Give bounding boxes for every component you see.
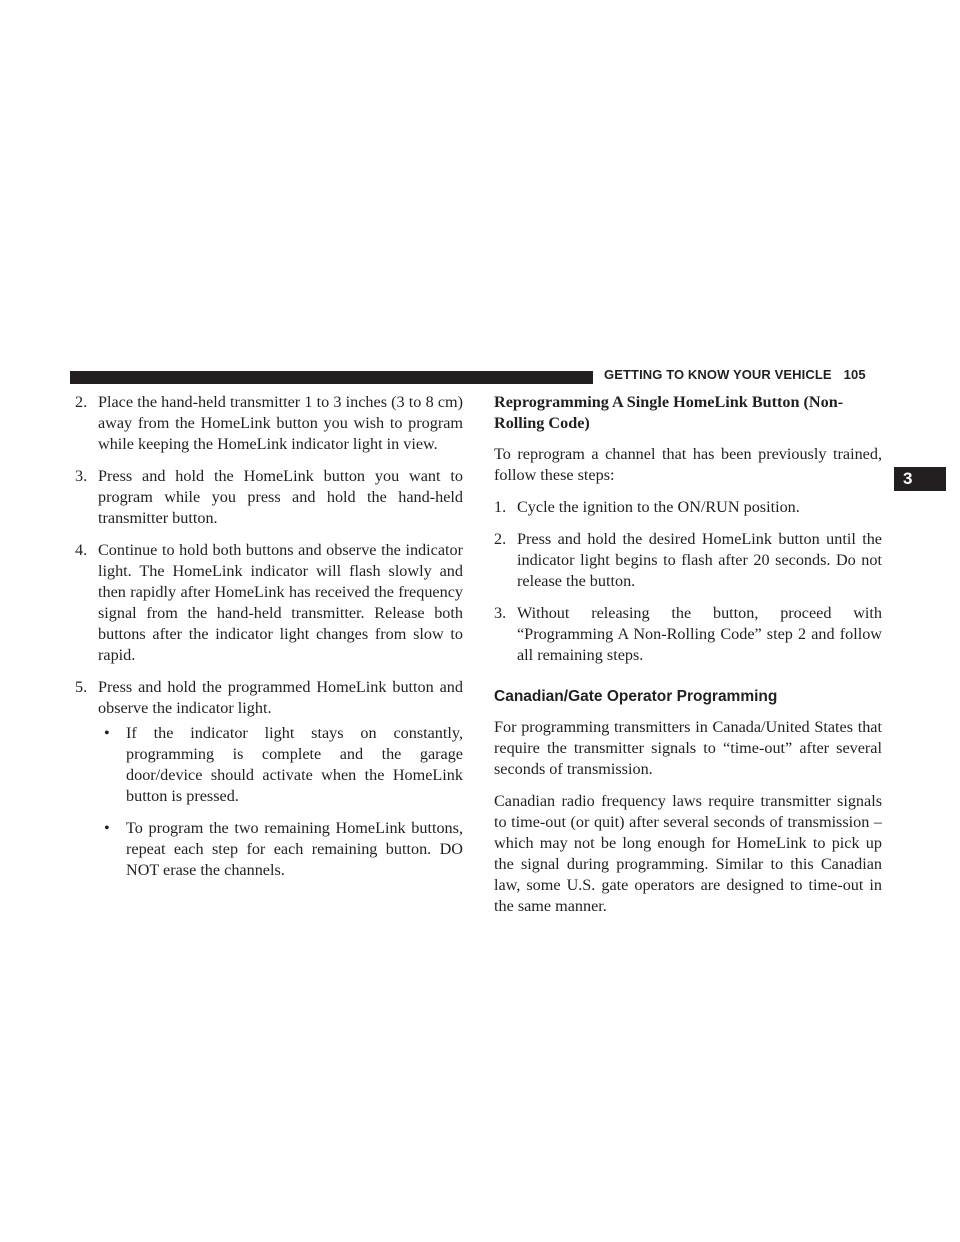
step-item [494,603,882,666]
step-text: Place the hand-held transmitter 1 to 3 inches (3 to 8 cm) away from the HomeLink button you wish to program while keeping the HomeLink indicator light in view. [98,393,463,453]
left-column [75,392,463,892]
body-paragraph: Canadian radio frequency laws require transmitter signals to time-out (or quit) after several seconds of transmission – which may not be long enough for HomeLink to pick up the signal during programming. Similar to this Canadian law, some U.S. gate operators are designed to time-out in the same manner. [494,792,882,915]
bullet-list [98,723,463,881]
step-item [75,540,463,666]
body-paragraph: For programming transmitters in Canada/United States that require the transmitter signals to “time-out” after several seconds of transmission. [494,718,882,778]
running-header [604,367,866,382]
right-column [494,392,882,928]
step-text: Press and hold the desired HomeLink button until the indicator light begins to flash after 20 seconds. Do not release the button. [517,530,882,590]
bullet-icon: • [104,819,110,837]
step-text: Press and hold the HomeLink button you want to program while you press and hold the hand-held transmitter button. [98,467,463,527]
bullet-icon: • [104,724,110,742]
header-rule [70,371,593,384]
step-text: Without releasing the button, proceed with “Programming A Non-Rolling Code” step 2 and follow all remaining steps. [517,604,882,664]
step-item [494,529,882,592]
step-number: 2. [75,393,88,411]
page-number: 105 [843,367,866,382]
intro-paragraph: To reprogram a channel that has been previously trained, follow these steps: [494,445,882,484]
step-item [75,677,463,881]
step-text: Cycle the ignition to the ON/RUN position. [517,498,800,516]
step-number: 3. [494,604,507,622]
section-title: GETTING TO KNOW YOUR VEHICLE [604,367,832,382]
step-number: 4. [75,541,88,559]
step-item [75,466,463,529]
bullet-text: To program the two remaining HomeLink buttons, repeat each step for each remaining button. DO NOT erase the channels. [126,819,463,879]
step-item [494,497,882,518]
bullet-text: If the indicator light stays on constantly, programming is complete and the garage door/device should activate when the HomeLink button is pressed. [126,724,463,805]
subheading: Reprogramming A Single HomeLink Button (Non-Rolling Code) [494,393,844,432]
step-number: 1. [494,498,507,516]
section-heading: Canadian/Gate Operator Programming [494,688,778,705]
step-number: 3. [75,467,88,485]
step-number: 5. [75,678,88,696]
step-text: Press and hold the programmed HomeLink button and observe the indicator light. [98,678,463,717]
bullet-item [98,723,463,807]
step-text: Continue to hold both buttons and observe the indicator light. The HomeLink indicator will flash slowly and then rapidly after HomeLink has received the frequency signal from the hand-held transmitter. Release both buttons after the indicator light changes from slow to rapid. [98,541,463,664]
step-number: 2. [494,530,507,548]
chapter-tab[interactable]: 3 [894,467,946,491]
bullet-item [98,818,463,881]
step-item [75,392,463,455]
